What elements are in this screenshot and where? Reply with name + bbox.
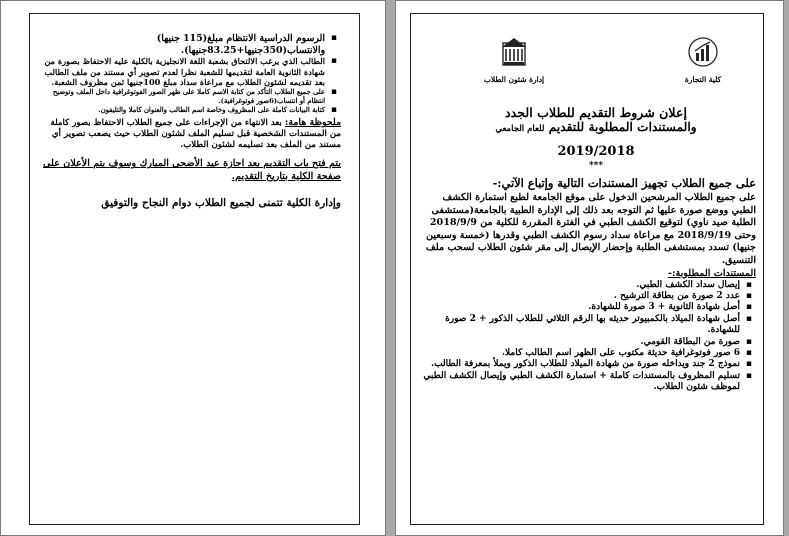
required-documents-heading: المستندات المطلوبة:- (667, 267, 756, 279)
list-item: ▪ أصل شهادة الثانوية + 3 صورة للشهادة. (420, 302, 740, 313)
announcement-title: إعلان شروط التقديم للطلاب الجدد (505, 105, 687, 120)
announcement-subtitle (426, 120, 766, 137)
list-item: ▪ الطالب الذي يرغب الالتحاق بشعبة اللغة الانجليزية بالكلية عليه الاحتفاظ بصورة من شهادة الثانوية العامة لتقديمها للشعبة نظرا لعدم تصوير أي مستند من ملف الطالب بعد تقديمه لشئون الطلاب مع مراعاة سداد مبلغ 100جنيها ثمن مظروف الشعبة. (41, 56, 325, 88)
instructions-lead: على جميع الطلاب تجهيز المستندات التالية وإتباع الآتي:- (492, 176, 756, 190)
separator-stars: *** (588, 161, 604, 171)
list-item: ▪ صورة من البطاقة القومي. (420, 337, 740, 348)
important-note (41, 117, 341, 151)
list-item: ▪ نموذج 2 جند ويداخله صورة من شهادة الميلاد للطلاب الذكور ويملأ بمعرفة الطالب. (420, 359, 740, 370)
right-page-body (420, 177, 756, 394)
left-page-content (41, 33, 341, 210)
university-emblem-icon (497, 35, 531, 69)
faculty-logo (671, 35, 735, 84)
academic-year: 2019/2018 (557, 144, 635, 159)
subtitle-small: للعام الجامعي (495, 124, 545, 134)
fees-notes-list (41, 33, 341, 114)
list-item: ▪ كتابة البيانات كاملة على المظروف وخاصة اسم الطالب والعنوان كاملا والتليفون. (41, 106, 325, 115)
list-item: ▪ إيصال سداد الكشف الطبي. (420, 280, 740, 291)
required-documents-list (420, 280, 756, 394)
list-item: ▪ عدد 2 صورة من بطاقة الترشيح . (420, 291, 740, 302)
list-item: ▪ على جميع الطلاب التأكد من كتابة الاسم كاملا على ظهر الصور الفوتوغرافية داخل الملف وتوضيح انتظام أو انتساب(6صور فوتوغرافية). (41, 88, 325, 106)
list-item: ▪ 6 صور فوتوغرافية حديثة مكتوب على الظهر اسم الطالب كاملا. (420, 348, 740, 359)
list-item: ▪ أصل شهادة الميلاد بالكمبيوتر حديثه بها الرقم الثلاثي للطلاب الذكور + 2 صورة للشهادة. (420, 314, 740, 337)
important-note-text: بعد الانتهاء من الإجراءات على جميع الطلاب الاحتفاظ بصور كاملة من المستندات الشخصية قبل تسليم الملف لشئون الطلاب حيث يصعب تصوير أي مستند من الملف بعد تسليمه لشئون الطلاب. (50, 118, 341, 151)
left-page (0, 0, 386, 536)
university-logo (482, 35, 546, 84)
subtitle-main: والمستندات المطلوبة للتقديم (548, 120, 697, 134)
list-item: ▪ تسليم المظروف بالمستندات كاملة + استمارة الكشف الطبي وإيصال الكشف الطبي لموظف شئون الطلاب. (420, 371, 740, 394)
right-page (395, 0, 784, 536)
closing-wish: وإدارة الكلية تتمنى لجميع الطلاب دوام النجاح والتوفيق (101, 196, 341, 209)
important-note-label: ملحوظة هامة: (284, 117, 341, 129)
application-opening-notice: يتم فتح باب التقديم بعد اجازة عيد الأضحى المبارك وسوف يتم الأعلان على صفحة الكلية بتاريخ التقديم. (43, 158, 341, 182)
faculty-emblem-icon (686, 35, 720, 69)
medical-exam-paragraph: على جميع الطلاب المرشحين الدخول على موقع الجامعة لطبع استمارة الكشف الطبي ووضع صورة عليها ثم التوجه بعد ذلك إلى الإدارة الطبية بالجامعة(مستشفى الطلبة صيد ناوي) لتوقيع الكشف الطبي في الفترة المقررة للكلية من 2018/9/9 وحتى 2018/9/19 مع مراعاة سداد رسوم الكشف الطبي وقدرها (خمسة وسبعين جنيها) تسدد بمستشفى الطلبة وإحضار الإيصال إلى مقر شئون الطلاب لسحب ملف التنسيق. (425, 192, 756, 266)
student-affairs-caption: إدارة شئون الطلاب (483, 75, 545, 84)
faculty-caption: كلية التجارة (684, 75, 722, 84)
list-item: ▪ الرسوم الدراسية الانتظام مبلغ(115 جنيها) والانتساب(350جنيها+83.25جنيها). (41, 33, 325, 56)
